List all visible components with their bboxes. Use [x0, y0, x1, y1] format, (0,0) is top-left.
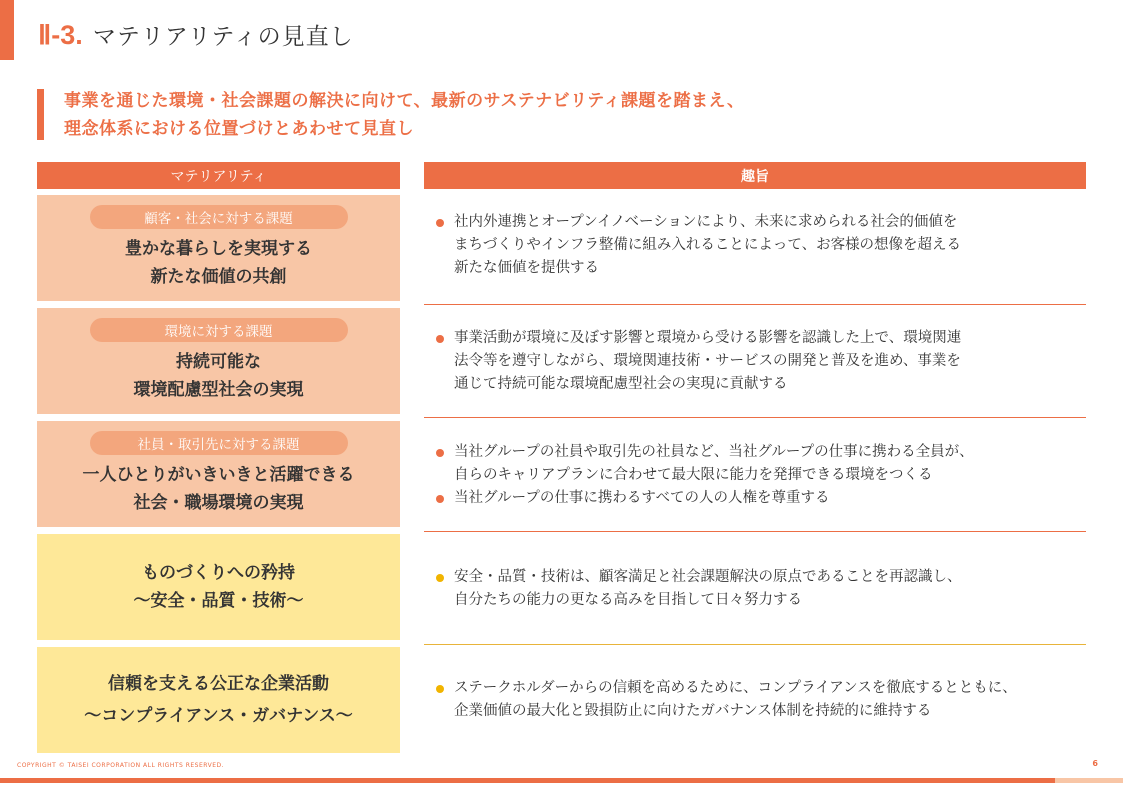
bullet-line: 当社グループの仕事に携わるすべての人の人権を尊重する — [454, 490, 830, 506]
copyright: COPYRIGHT © TAISEI CORPORATION ALL RIGHTS RESERVED. — [17, 762, 225, 769]
bullet-line: 自らのキャリアプランに合わせて最大限に能力を発揮できる環境をつくる — [454, 467, 933, 483]
purpose-bullet — [436, 566, 1086, 612]
bullet-line: 当社グループの社員や取引先の社員など、当社グループの仕事に携わる全員が、 — [454, 444, 974, 460]
materiality-title-line: 信頼を支える公正な企業活動 — [108, 674, 329, 694]
title-text: マテリアリティの見直し — [92, 24, 354, 50]
lead-accent-bar — [37, 89, 44, 140]
lead-text — [64, 87, 744, 143]
lead-line-2: 理念体系における位置づけとあわせて見直し — [64, 119, 414, 139]
materiality-title — [134, 559, 304, 615]
materiality-title-line: ～コンプライアンス・ガバナンス～ — [84, 706, 353, 726]
corner-accent-bar — [0, 0, 14, 60]
category-pill: 社員・取引先に対する課題 — [90, 431, 348, 455]
materiality-card-1 — [37, 195, 400, 301]
bullet-line: 通じて持続可能な環境配慮型社会の実現に貢献する — [454, 376, 788, 392]
category-pill: 顧客・社会に対する課題 — [90, 205, 348, 229]
bullet-line: 新たな価値を提供する — [454, 260, 599, 276]
bullet-dot-icon — [436, 335, 444, 343]
bullet-dot-icon — [436, 449, 444, 457]
purpose-cell-3 — [424, 441, 1086, 532]
footer-bar-light — [1055, 778, 1123, 783]
materiality-title — [125, 235, 312, 291]
bullet-line: 事業活動が環境に及ぼす影響と環境から受ける影響を認識した上で、環境関連 — [454, 330, 962, 346]
materiality-card-4 — [37, 534, 400, 640]
materiality-title-line: 社会・職場環境の実現 — [133, 493, 304, 513]
bullet-line: 法令等を遵守しながら、環境関連技術・サービスの開発と普及を進め、事業を — [454, 353, 961, 369]
materiality-title — [83, 461, 355, 517]
materiality-title-line: ものづくりへの矜持 — [142, 563, 295, 583]
materiality-title-line: 一人ひとりがいきいきと活躍できる — [82, 465, 355, 485]
bullet-dot-icon — [436, 685, 444, 693]
materiality-title-line: 新たな価値の共創 — [150, 267, 287, 287]
purpose-bullet — [436, 677, 1086, 723]
materiality-card-5 — [37, 647, 400, 753]
bullet-line: 企業価値の最大化と毀損防止に向けたガバナンス体制を持続的に維持する — [454, 703, 932, 719]
materiality-title-line: 環境配慮型社会の実現 — [133, 380, 304, 400]
purpose-bullet — [436, 441, 1086, 487]
section-number: Ⅱ-3. — [38, 20, 83, 50]
bullet-line: 安全・品質・技術は、顧客満足と社会課題解決の原点であることを再認識し、 — [454, 569, 962, 585]
materiality-title — [84, 668, 352, 732]
purpose-cell-2 — [424, 327, 1086, 418]
materiality-title-line: ～安全・品質・技術～ — [133, 591, 304, 611]
bullet-dot-icon — [436, 574, 444, 582]
page-number: 6 — [1092, 759, 1098, 768]
bullet-line: 自分たちの能力の更なる高みを目指して日々努力する — [454, 592, 802, 608]
purpose-cell-4 — [424, 566, 1086, 645]
purpose-cell-5 — [424, 677, 1086, 737]
footer-bar — [0, 778, 1055, 783]
lead-line-1: 事業を通じた環境・社会課題の解決に向けて、最新のサステナビリティ課題を踏まえ、 — [64, 91, 745, 111]
materiality-title-line: 持続可能な — [176, 352, 261, 372]
materiality-card-2 — [37, 308, 400, 414]
materiality-title-line: 豊かな暮らしを実現する — [125, 239, 312, 259]
bullet-dot-icon — [436, 219, 444, 227]
purpose-cell-1 — [424, 211, 1086, 305]
purpose-bullet — [436, 211, 1086, 280]
header-materiality: マテリアリティ — [37, 162, 400, 189]
bullet-dot-icon — [436, 495, 444, 503]
purpose-bullet — [436, 327, 1086, 396]
bullet-line: まちづくりやインフラ整備に組み入れることによって、お客様の想像を超える — [454, 237, 962, 253]
bullet-line: ステークホルダーからの信頼を高めるために、コンプライアンスを徹底するとともに、 — [454, 680, 1017, 696]
materiality-card-3 — [37, 421, 400, 527]
bullet-line: 社内外連携とオープンイノベーションにより、未来に求められる社会的価値を — [454, 214, 958, 230]
materiality-title — [134, 348, 304, 404]
header-purpose: 趣旨 — [424, 162, 1086, 189]
page-title — [38, 18, 354, 54]
category-pill: 環境に対する課題 — [90, 318, 348, 342]
purpose-bullet — [436, 487, 1086, 510]
